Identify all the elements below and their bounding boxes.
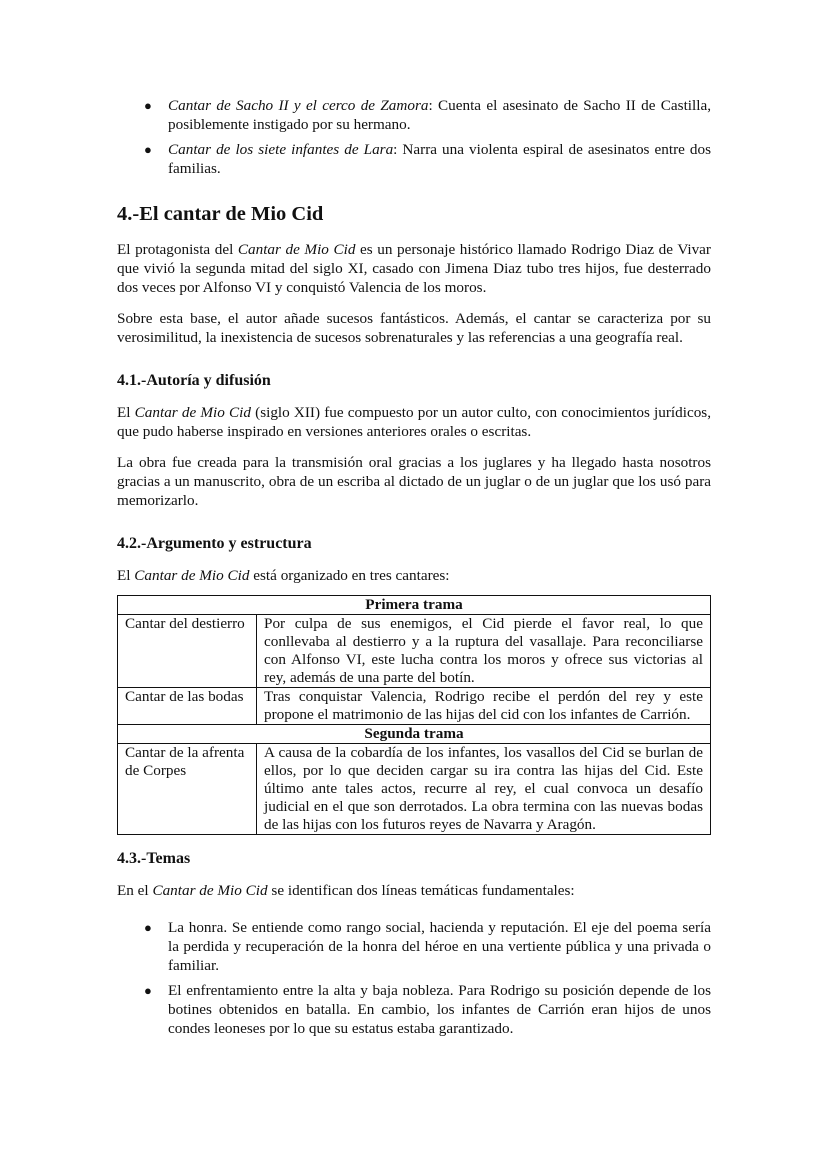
work-title: Cantar de Mio Cid — [237, 241, 356, 258]
text-run: (siglo XII) fue compuesto por un autor culto, con conocimientos jurídicos, que pudo haberse inspirado en versiones anteriores orales o escritas. — [117, 404, 711, 440]
table-row — [118, 725, 711, 744]
page-content — [117, 96, 711, 1044]
list-item — [117, 96, 711, 134]
work-title: Cantar de Mio Cid — [134, 567, 250, 584]
subsection-heading: 4.3.-Temas — [117, 850, 191, 867]
bullet-title: Cantar de Sacho II y el cerco de Zamora — [168, 97, 429, 114]
table-row — [118, 615, 711, 688]
table-group-header: Primera trama — [118, 596, 711, 615]
text-run: El — [117, 404, 135, 421]
text-run: se identifican dos líneas temáticas fundamentales: — [267, 882, 575, 899]
table-cell: Cantar de las bodas — [118, 688, 257, 725]
work-title: Cantar de Mio Cid — [134, 404, 251, 421]
paragraph — [117, 881, 711, 900]
bullet-icon: ● — [144, 983, 152, 998]
text-run: El — [117, 567, 135, 584]
table-row — [118, 596, 711, 615]
text-run: es un personaje histórico llamado Rodrigo Diaz de Vivar que vivió la segunda mitad del siglo XI, casado con Jimena Diaz tubo tres hijos, fue desterrado dos veces por Alfonso VI y conquistó Valencia de los moros. — [117, 241, 711, 296]
table-row — [118, 688, 711, 725]
bullet-text: El enfrentamiento entre la alta y baja nobleza. Para Rodrigo su posición depende de los botines obtenidos en batalla. En cambio, los infantes de Carrión eran hijos de unos condes leoneses por lo que su estatus estaba garantizado. — [168, 982, 711, 1037]
subsection-heading: 4.1.-Autoría y difusión — [117, 372, 271, 389]
list-item — [117, 140, 711, 178]
text-run: En el — [117, 882, 153, 899]
bullet-icon: ● — [144, 98, 152, 113]
table-cell: Cantar del destierro — [118, 615, 257, 688]
paragraph — [117, 240, 711, 297]
text-run: está organizado en tres cantares: — [249, 567, 450, 584]
table-group-header: Segunda trama — [118, 725, 711, 744]
bullet-icon: ● — [144, 920, 152, 935]
text-run: El protagonista del — [117, 241, 238, 258]
plot-structure-table — [117, 595, 711, 835]
table-cell: Cantar de la afrenta de Corpes — [118, 744, 257, 835]
paragraph — [117, 403, 711, 441]
list-item — [117, 918, 711, 975]
bullet-text: La honra. Se entiende como rango social, hacienda y reputación. El eje del poema sería la perdida y recuperación de la honra del héroe en una vertiente pública y una privada o familiar. — [168, 919, 711, 974]
table-cell: A causa de la cobardía de los infantes, los vasallos del Cid se burlan de ellos, por lo que deciden cargar su ira contra las hijas del Cid. Este último ante tales actos, recurre al rey, el cual convoca un desafío judicial en el que son derrotados. La obra termina con las nuevas bodas de las hijas con los futuros reyes de Navarra y Aragón. — [257, 744, 711, 835]
bullet-icon: ● — [144, 142, 152, 157]
table-cell: Por culpa de sus enemigos, el Cid pierde el favor real, lo que conllevaba al destierro y a la ruptura del vasallaje. Para reconciliarse con Alfonso VI, este lucha contra los moros y ofrece sus victorias al rey, además de una parte del botín. — [257, 615, 711, 688]
table-row — [118, 744, 711, 835]
bullet-text: : Narra una violenta espiral de asesinatos entre dos familias. — [168, 141, 712, 177]
themes-bullet-list — [117, 918, 711, 1038]
paragraph: Sobre esta base, el autor añade sucesos fantásticos. Además, el cantar se caracteriza por su verosimilitud, la inexistencia de sucesos sobrenaturales y las referencias a una geografía real. — [117, 310, 711, 346]
paragraph — [117, 566, 711, 585]
top-bullet-list — [117, 96, 711, 178]
work-title: Cantar de Mio Cid — [152, 882, 268, 899]
bullet-title: Cantar de los siete infantes de Lara — [168, 141, 394, 158]
table-cell: Tras conquistar Valencia, Rodrigo recibe el perdón del rey y este propone el matrimonio de las hijas del cid con los infantes de Carrión. — [257, 688, 711, 725]
section-heading: 4.-El cantar de Mio Cid — [117, 203, 324, 225]
bullet-text: : Cuenta el asesinato de Sacho II de Castilla, posiblemente instigado por su hermano. — [168, 97, 711, 133]
paragraph: La obra fue creada para la transmisión oral gracias a los juglares y ha llegado hasta nosotros gracias a un manuscrito, obra de un escriba al dictado de un juglar o de un juglar que los usó para memorizarlo. — [117, 454, 711, 509]
list-item — [117, 981, 711, 1038]
subsection-heading: 4.2.-Argumento y estructura — [117, 535, 312, 552]
